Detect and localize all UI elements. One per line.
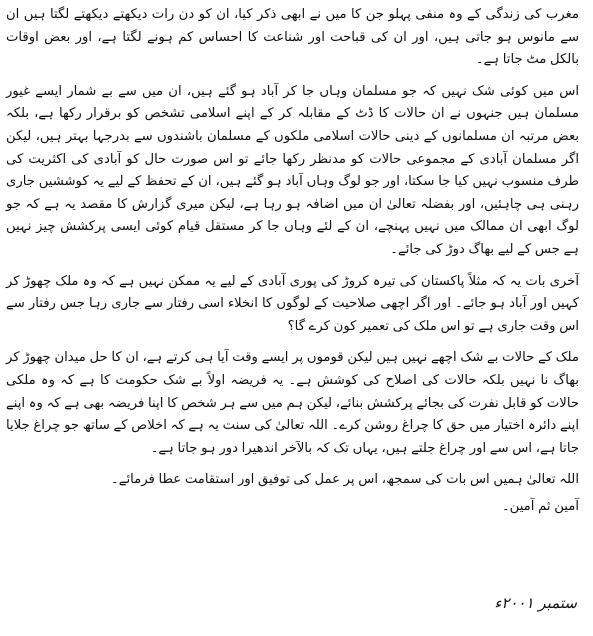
date-signature: ستمبر ۲۰۰۱ء <box>494 594 577 612</box>
paragraph-1: مغرب کی زندگی کے وہ منفی پہلو جن کا میں نے ابھی ذکر کیا، ان کو دن رات دیکھتے دیکھتے لگتا ہیں ان سے مانوس ہو جاتی ہیں، اور ان کی قباحت اور شناعت کا احساس کم ہونے لگتا ہے، اور بعض اوقات بالکل مٹ جاتا ہے۔ <box>6 7 579 68</box>
paragraph-3: آخری بات یہ کہ مثلاً پاکستان کی تیرہ کروڑ کی پوری آبادی کے لیے یہ ممکن نہیں ہے کہ وہ ملک چھوڑ کر کہیں اور آباد ہو جائے۔ اور اگر اچھی صلاحیت کے لوگوں کا انخلاء اسی رفتار سے جاری رہا جس رفتار سے اس وقت جاری ہے تو اس ملک کی تعمیر کون کرے گا؟ <box>6 273 579 334</box>
paragraph-2: اس میں کوئی شک نہیں کہ جو مسلمان وہاں جا کر آباد ہو گئے ہیں، ان میں سے بے شمار ایسے غیور مسلمان ہیں جنہوں نے ان حالات کا ڈٹ کے مقابلہ کر کے اپنے اسلامی تشخص کو برقرار رکھا ہے، بلکہ بعض مرتبہ ان مسلمانوں کے دینی حالات اسلامی ملکوں کے مسلمان باشندوں سے بدرجہا بہتر ہیں، لیکن اگر مسلمان آبادی کے مجموعی حالات کو مدنظر رکھا جائے تو اس صورت حال کو آبادی کی اکثریت کی طرف منسوب نہیں کیا جا سکتا، اور جو لوگ وہاں آباد ہو گئے ہیں، ان کے تحفظ کے لیے یہ کوششیں جاری رہنی ہی چاہئیں، اور بفضلہ تعالیٰ ان میں اضافہ ہو رہا ہے، لیکن میری گزارش کا مقصد یہ ہے کہ جو لوگ ابھی ان ممالک میں نہیں پہنچے، ان کے لئے وہاں جا کر مستقل قیام کوئی ایسی پرکشش چیز نہیں ہے جس کے لیے بھاگ دوڑ کی جائے۔ <box>6 83 579 257</box>
paragraph-6: آمین ثم آمین۔ <box>501 498 579 514</box>
article-body <box>6 4 579 636</box>
paragraph-4: ملک کے حالات بے شک اچھے نہیں ہیں لیکن قوموں پر ایسے وقت آیا ہی کرتے ہے، ان کا حل میدان چھوڑ کر بھاگ نا نہیں بلکہ حالات کی اصلاح کی کوشش ہے۔ یہ فریضہ اولاً بے شک حکومت کا ہے کہ وہ ملکی حالات کو قابل نفرت کی بجائے پرکشش بنائے، لیکن ہم میں سے ہر شخص کا اپنا فریضہ بھی ہے کہ وہ اپنے اپنے دائرہ اختیار میں حق کا چراغ روشن کرے۔ اللہ تعالیٰ کی سنت یہ ہے کہ اخلاص کے ساتھ جو چراغ جلایا جاتا ہے، اس سے اور چراغ جلتے ہیں، یہاں تک کہ بالآخر اندھیرا دور ہو جاتا ہے۔ <box>6 350 579 456</box>
paragraph-5: اللہ تعالیٰ ہمیں اس بات کی سمجھ، اس پر عمل کی توفیق اور استقامت عطا فرمائے۔ <box>110 472 579 488</box>
